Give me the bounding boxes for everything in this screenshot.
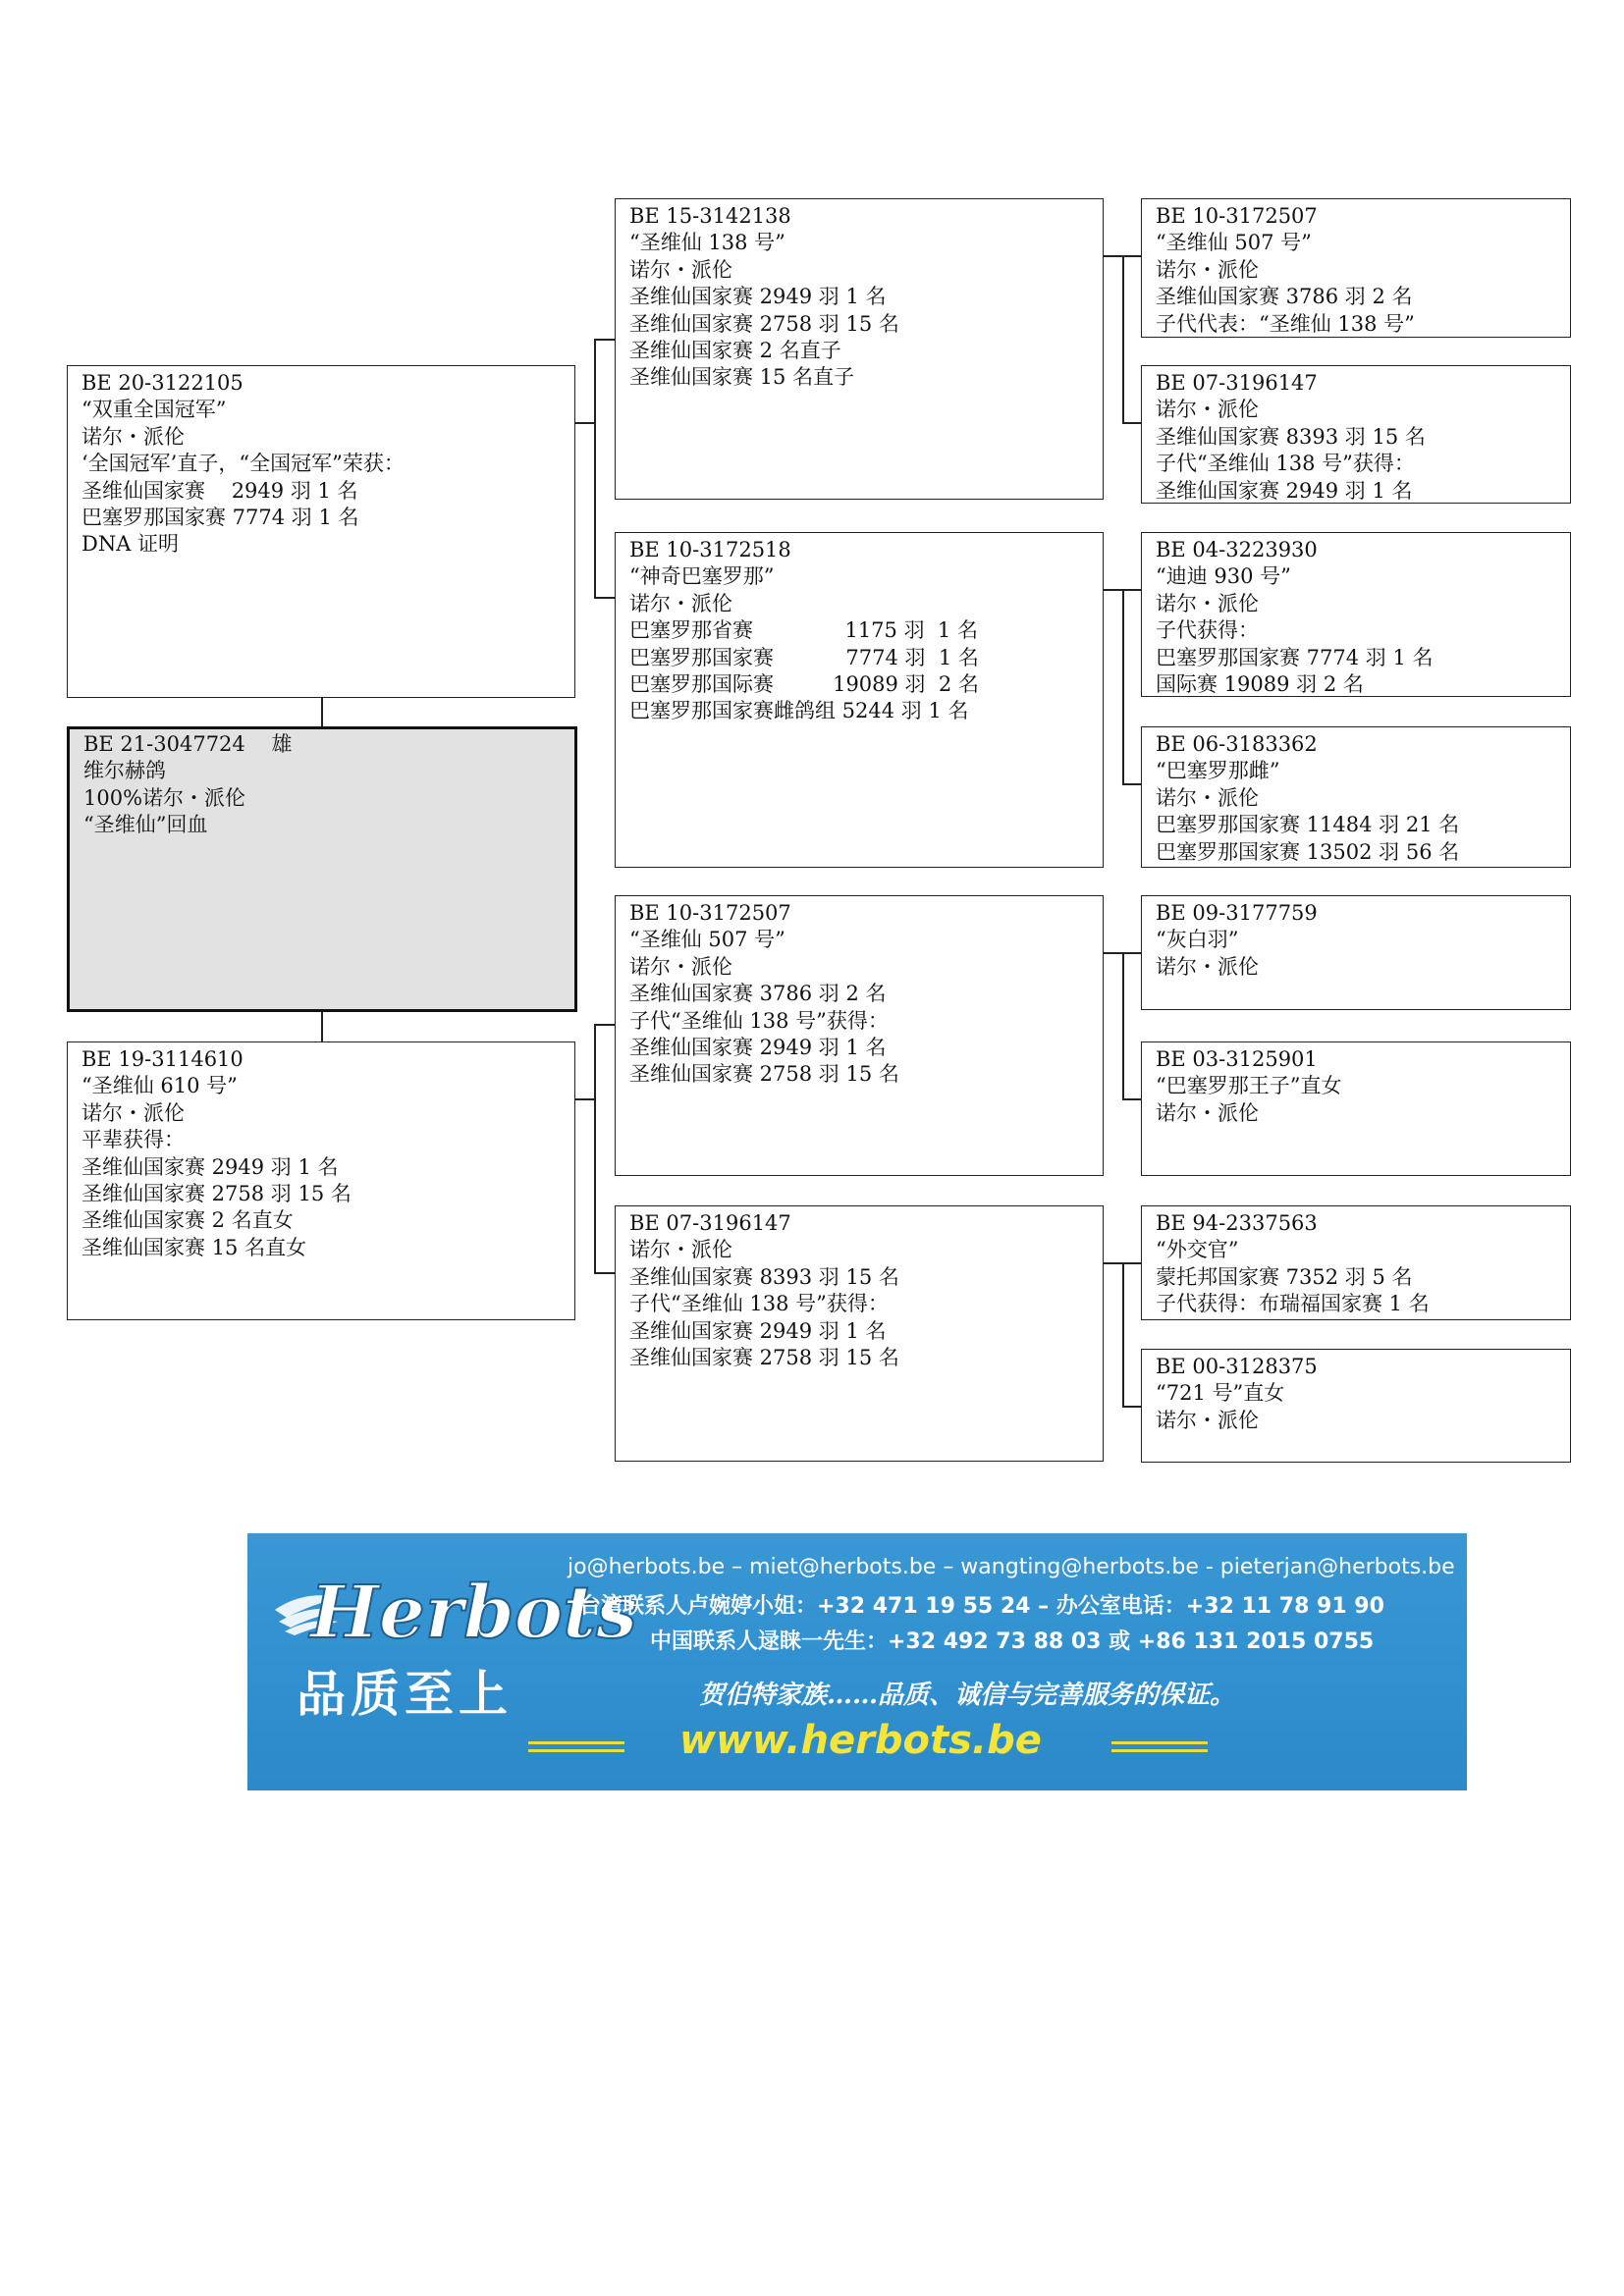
- dam-sire-sire-box: [1141, 895, 1571, 1010]
- pedigree-line: 诺尔・派伦: [629, 1238, 732, 1262]
- connector-line: [594, 339, 596, 598]
- pedigree-line: “外交官”: [1156, 1238, 1239, 1262]
- pedigree-line: 巴塞罗那省赛 1175 羽 1 名: [629, 618, 978, 643]
- connector-line: [594, 1024, 615, 1026]
- pedigree-line: “圣维仙”回血: [83, 813, 208, 837]
- slogan: 品质至上: [297, 1665, 513, 1723]
- pedigree-line: BE 15-3142138: [629, 204, 791, 228]
- pedigree-line: 巴塞罗那国家赛 7774 羽 1 名: [81, 506, 359, 530]
- pedigree-line: BE 06-3183362: [1156, 732, 1318, 756]
- connector-line: [1104, 1262, 1123, 1264]
- pedigree-line: “灰白羽”: [1156, 928, 1239, 952]
- connector-line: [321, 1012, 323, 1041]
- pedigree-line: BE 19-3114610: [81, 1047, 244, 1071]
- pedigree-line: 圣维仙国家赛 2758 羽 15 名: [629, 311, 899, 336]
- connector-line: [1104, 255, 1123, 257]
- pedigree-line: 子代“圣维仙 138 号”获得：: [629, 1008, 889, 1033]
- pedigree-line: 巴塞罗那国家赛 7774 羽 1 名: [629, 645, 979, 669]
- pedigree-line: 圣维仙国家赛 2949 羽 1 名: [1156, 478, 1413, 503]
- pedigree-line: 圣维仙国家赛 2 名直女: [81, 1208, 294, 1233]
- dam-dam-sire-box: [1141, 1205, 1571, 1320]
- pedigree-line: BE 10-3172518: [629, 538, 791, 561]
- connector-line: [1122, 589, 1124, 784]
- pedigree-line: 诺尔・派伦: [1156, 1100, 1259, 1125]
- contact-emails[interactable]: jo@herbots.be – miet@herbots.be – wangting@herbots.be - pieterjan@herbots.be: [568, 1555, 1455, 1579]
- pedigree-line: 巴塞罗那国家赛 11484 羽 21 名: [1156, 813, 1460, 837]
- connector-line: [1104, 589, 1123, 591]
- connector-line: [321, 698, 323, 726]
- connector-line: [1122, 952, 1124, 1099]
- pedigree-line: 诺尔・派伦: [1156, 954, 1259, 979]
- pedigree-line: ‘全国冠军’直子，“全国冠军”荣获：: [81, 452, 405, 476]
- connector-line: [594, 1024, 596, 1273]
- pedigree-line: BE 00-3128375: [1156, 1355, 1318, 1378]
- pedigree-line: BE 04-3223930: [1156, 538, 1318, 561]
- pedigree-line: 诺尔・派伦: [629, 257, 732, 282]
- pedigree-line: BE 20-3122105: [81, 371, 244, 395]
- pedigree-line: 诺尔・派伦: [1156, 785, 1259, 810]
- pedigree-line: 国际赛 19089 羽 2 名: [1156, 672, 1364, 697]
- pedigree-line: 圣维仙国家赛 2949 羽 1 名: [81, 1154, 339, 1179]
- pedigree-line: “巴塞罗那王子”直女: [1156, 1074, 1342, 1098]
- pedigree-line: 诺尔・派伦: [629, 954, 732, 979]
- sire-sire-dam-box: [1141, 365, 1571, 504]
- pedigree-line: 100%诺尔・派伦: [83, 785, 246, 810]
- pedigree-line: 蒙托邦国家赛 7352 羽 5 名: [1156, 1264, 1413, 1289]
- connector-line: [1122, 1098, 1141, 1100]
- pedigree-line: 诺尔・派伦: [81, 424, 185, 449]
- connector-line: [1122, 783, 1141, 785]
- connector-line: [594, 597, 615, 599]
- dam-box: [67, 1041, 575, 1320]
- pedigree-line: 圣维仙国家赛 15 名直子: [629, 365, 855, 390]
- connector-line: [1122, 1262, 1141, 1264]
- website-link[interactable]: www.herbots.be: [679, 1718, 1042, 1763]
- pedigree-line: 诺尔・派伦: [81, 1100, 185, 1125]
- connector-line: [1122, 255, 1141, 257]
- pedigree-line: 诺尔・派伦: [1156, 591, 1259, 615]
- pedigree-line: 子代获得：布瑞福国家赛 1 名: [1156, 1292, 1430, 1316]
- pedigree-line: BE 10-3172507: [1156, 204, 1318, 228]
- motto: 贺伯特家族……品质、诚信与完善服务的保证。: [699, 1681, 1236, 1710]
- decor-line: [528, 1749, 624, 1752]
- pedigree-line: 圣维仙国家赛 2758 羽 15 名: [629, 1062, 899, 1087]
- pedigree-line: 巴塞罗那国家赛 13502 羽 56 名: [1156, 839, 1460, 864]
- sire-sire-box: [615, 198, 1104, 500]
- herbots-banner: [247, 1533, 1467, 1790]
- pedigree-line: 诺尔・派伦: [1156, 398, 1259, 422]
- connector-line: [575, 422, 595, 424]
- pedigree-line: “迪迪 930 号”: [1156, 564, 1291, 589]
- pedigree-line: BE 10-3172507: [629, 901, 791, 925]
- pedigree-line: “圣维仙 610 号”: [81, 1074, 238, 1098]
- sire-dam-box: [615, 532, 1104, 868]
- pedigree-line: 诺尔・派伦: [629, 591, 732, 615]
- pedigree-line: 圣维仙国家赛 3786 羽 2 名: [1156, 285, 1413, 309]
- connector-line: [1122, 1406, 1141, 1408]
- sire-sire-sire-box: [1141, 198, 1571, 338]
- pedigree-line: 子代“圣维仙 138 号”获得：: [1156, 452, 1415, 476]
- pedigree-line: 子代代表：“圣维仙 138 号”: [1156, 311, 1415, 336]
- china-contact: 中国联系人逯睐一先生：+32 492 73 88 03 或 +86 131 2015 0755: [650, 1629, 1375, 1654]
- pedigree-line: 圣维仙国家赛 2758 羽 15 名: [629, 1346, 899, 1370]
- pedigree-line: 平辈获得：: [81, 1128, 185, 1152]
- pedigree-line: 巴塞罗那国际赛 19089 羽 2 名: [629, 672, 979, 697]
- sire-box: [67, 365, 575, 698]
- sire-dam-dam-box: [1141, 726, 1571, 868]
- connector-line: [1122, 255, 1124, 423]
- pedigree-line: 圣维仙国家赛 15 名直女: [81, 1235, 307, 1259]
- taiwan-contact: 台湾联系人卢婉婷小姐：+32 471 19 55 24 – 办公室电话：+32 11 78 91 90: [579, 1594, 1384, 1619]
- dam-sire-dam-box: [1141, 1041, 1571, 1176]
- decor-line: [1111, 1741, 1208, 1744]
- pedigree-line: 圣维仙国家赛 2 名直子: [629, 339, 841, 363]
- pedigree-line: 子代获得：: [1156, 618, 1259, 643]
- pedigree-line: “圣维仙 507 号”: [1156, 231, 1312, 255]
- dam-sire-box: [615, 895, 1104, 1176]
- subject-pigeon-box: [67, 726, 577, 1012]
- connector-line: [575, 1098, 595, 1100]
- pedigree-line: 巴塞罗那国家赛雌鸽组 5244 羽 1 名: [629, 699, 969, 723]
- connector-line: [1122, 1262, 1124, 1407]
- pedigree-line: “双重全国冠军”: [81, 398, 227, 422]
- pedigree-line: BE 07-3196147: [629, 1211, 791, 1235]
- connector-line: [1104, 952, 1123, 954]
- pedigree-line: BE 09-3177759: [1156, 901, 1318, 925]
- connector-line: [1122, 422, 1141, 424]
- svg-text:Herbots: Herbots: [310, 1571, 637, 1655]
- dam-dam-dam-box: [1141, 1349, 1571, 1463]
- decor-line: [1111, 1749, 1208, 1752]
- pedigree-line: BE 07-3196147: [1156, 371, 1318, 395]
- dam-dam-box: [615, 1205, 1104, 1462]
- pedigree-line: 圣维仙国家赛 2949 羽 1 名: [629, 1318, 887, 1343]
- pedigree-line: BE 03-3125901: [1156, 1047, 1318, 1071]
- connector-line: [1122, 952, 1141, 954]
- pedigree-line: BE 21-3047724 雄: [83, 732, 293, 756]
- sire-dam-sire-box: [1141, 532, 1571, 697]
- pedigree-line: 圣维仙国家赛 2949 羽 1 名: [629, 285, 887, 309]
- pedigree-line: 诺尔・派伦: [1156, 1408, 1259, 1432]
- pedigree-line: “721 号”直女: [1156, 1381, 1285, 1406]
- pedigree-line: 维尔赫鸽: [83, 759, 166, 783]
- pedigree-line: DNA 证明: [81, 532, 180, 557]
- pedigree-line: 圣维仙国家赛 8393 羽 15 名: [629, 1264, 899, 1289]
- pedigree-line: “神奇巴塞罗那”: [629, 564, 775, 589]
- pedigree-line: BE 94-2337563: [1156, 1211, 1318, 1235]
- pedigree-line: 巴塞罗那国家赛 7774 羽 1 名: [1156, 645, 1434, 669]
- decor-line: [528, 1741, 624, 1744]
- pedigree-line: 圣维仙国家赛 2949 羽 1 名: [629, 1036, 887, 1060]
- pedigree-line: “巴塞罗那雌”: [1156, 759, 1280, 783]
- pedigree-line: 子代“圣维仙 138 号”获得：: [629, 1292, 889, 1316]
- connector-line: [594, 1272, 615, 1274]
- pedigree-line: “圣维仙 138 号”: [629, 231, 785, 255]
- connector-line: [1122, 589, 1141, 591]
- pedigree-line: 圣维仙国家赛 3786 羽 2 名: [629, 982, 887, 1006]
- pedigree-line: “圣维仙 507 号”: [629, 928, 785, 952]
- pedigree-line: 诺尔・派伦: [1156, 257, 1259, 282]
- connector-line: [594, 339, 615, 341]
- pedigree-line: 圣维仙国家赛 2949 羽 1 名: [81, 478, 358, 503]
- pedigree-line: 圣维仙国家赛 8393 羽 15 名: [1156, 424, 1426, 449]
- pedigree-line: 圣维仙国家赛 2758 羽 15 名: [81, 1182, 352, 1206]
